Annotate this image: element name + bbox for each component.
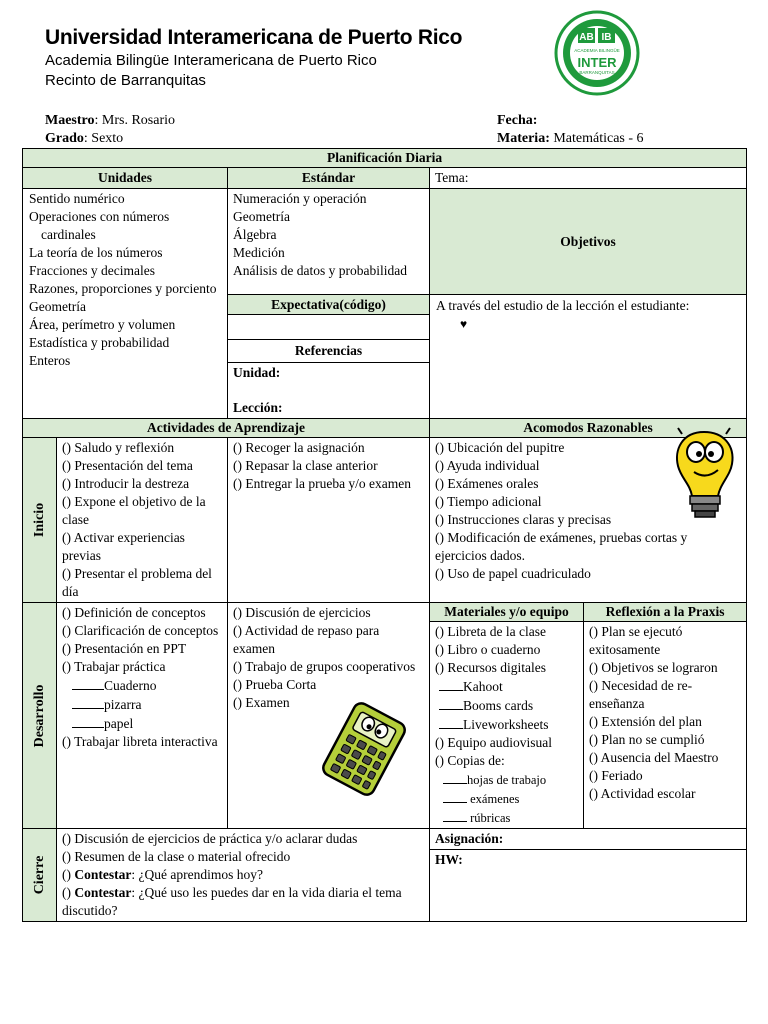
inicio-item[interactable]: () Presentación del tema — [62, 458, 193, 473]
unit-item[interactable]: Operaciones con números cardinales — [29, 209, 170, 242]
unit-label: Unidad: — [233, 365, 281, 380]
unit-item[interactable]: Sentido numérico — [29, 191, 125, 206]
reflection-item[interactable]: () Necesidad de re-enseñanza — [589, 678, 693, 711]
date-line: Fecha: — [497, 113, 538, 128]
desarrollo-item[interactable]: () Examen — [233, 695, 290, 710]
unit-item[interactable]: Geometría — [29, 299, 86, 314]
materials-cell — [430, 603, 584, 829]
expectation-field[interactable] — [228, 315, 430, 340]
copy-option[interactable]: rúbricas — [435, 808, 578, 827]
digital-resource[interactable]: Kahoot — [435, 677, 578, 696]
desarrollo-item[interactable]: () Trabajar práctica — [62, 659, 166, 674]
practice-option[interactable]: papel — [62, 714, 222, 733]
standard-item[interactable]: Geometría — [233, 209, 290, 224]
cierre-item[interactable]: () Discusión de ejercicios de práctica y/o aclarar dudas — [62, 831, 358, 846]
copy-option[interactable]: hojas de trabajo — [435, 770, 578, 789]
grade-line: Grado: Sexto — [45, 131, 124, 146]
material-item[interactable]: () Recursos digitales — [435, 660, 546, 675]
cierre-cell — [57, 829, 430, 922]
references-cell[interactable] — [228, 363, 430, 419]
accommodations-cell — [430, 438, 747, 603]
standard-item[interactable]: Álgebra — [233, 227, 277, 242]
reflection-cell — [584, 603, 747, 829]
desarrollo-item[interactable]: () Discusión de ejercicios — [233, 605, 371, 620]
inicio-item[interactable]: () Presentar el problema del día — [62, 566, 212, 599]
desarrollo-item[interactable]: () Prueba Corta — [233, 677, 317, 692]
unit-item[interactable]: Estadística y probabilidad — [29, 335, 170, 350]
accommodations-header: Acomodos Razonables — [430, 419, 747, 438]
units-header: Unidades — [23, 168, 228, 189]
materials-header: Materiales y/o equipo — [430, 603, 583, 622]
inicio-item[interactable]: () Saludo y reflexión — [62, 440, 175, 455]
desarrollo-item[interactable]: () Presentación en PPT — [62, 641, 187, 656]
reflection-item[interactable]: () Objetivos se lograron — [589, 660, 718, 675]
reflection-item[interactable]: () Extensión del plan — [589, 714, 702, 729]
reflection-item[interactable]: () Plan no se cumplió — [589, 732, 705, 747]
university-title: Universidad Interamericana de Puerto Rico — [45, 26, 463, 49]
logo-sub: BARRANQUITAS — [579, 70, 615, 75]
plan-title: Planificación Diaria — [23, 149, 747, 168]
inicio-item[interactable]: () Expone el objetivo de la clase — [62, 494, 206, 527]
standards-list — [228, 189, 430, 295]
accommodation-item[interactable]: () Uso de papel cuadriculado — [435, 566, 591, 581]
inicio-item[interactable]: () Introducir la destreza — [62, 476, 190, 491]
standard-item[interactable]: Numeración y operación — [233, 191, 367, 206]
copy-option[interactable]: exámenes — [435, 789, 578, 808]
reflection-item[interactable]: () Feriado — [589, 768, 643, 783]
cierre-item[interactable]: () Contestar: ¿Qué aprendimos hoy? — [62, 867, 263, 882]
accommodation-item[interactable]: () Tiempo adicional — [435, 494, 542, 509]
inicio-item[interactable]: () Entregar la prueba y/o examen — [233, 476, 412, 491]
inicio-item[interactable]: () Activar experiencias previas — [62, 530, 185, 563]
assignment-header: Asignación: — [430, 829, 746, 850]
accommodation-item[interactable]: () Modificación de exámenes, pruebas cortas y ejercicios dados. — [435, 530, 688, 563]
references-header: Referencias — [228, 340, 430, 363]
accommodation-item[interactable]: () Exámenes orales — [435, 476, 539, 491]
accommodation-item[interactable]: () Ayuda individual — [435, 458, 540, 473]
teacher-line: Maestro: Mrs. Rosario — [45, 113, 175, 128]
tema-field[interactable]: Tema: — [430, 168, 747, 189]
expectation-header: Expectativa(código) — [228, 295, 430, 315]
standard-item[interactable]: Análisis de datos y probabilidad — [233, 263, 407, 278]
unit-item[interactable]: Área, perímetro y volumen — [29, 317, 176, 332]
reflection-item[interactable]: () Ausencia del Maestro — [589, 750, 719, 765]
lesson-plan-table — [22, 148, 747, 922]
accommodation-item[interactable]: () Instrucciones claras y precisas — [435, 512, 612, 527]
heart-icon: ♥ — [460, 317, 468, 331]
objectives-cell[interactable] — [430, 295, 747, 419]
subject-line: Materia: Matemáticas - 6 — [497, 131, 644, 146]
accommodation-item[interactable]: () Ubicación del pupitre — [435, 440, 565, 455]
desarrollo-col2 — [228, 603, 430, 829]
logo-ab: AB — [579, 32, 594, 43]
desarrollo-item[interactable]: () Clarificación de conceptos — [62, 623, 219, 638]
material-item[interactable]: () Equipo audiovisual — [435, 735, 552, 750]
unit-item[interactable]: Fracciones y decimales — [29, 263, 155, 278]
practice-option[interactable]: pizarra — [62, 695, 222, 714]
unit-item[interactable]: Enteros — [29, 353, 71, 368]
practice-option[interactable]: Cuaderno — [62, 676, 222, 695]
material-item[interactable]: () Copias de: — [435, 753, 505, 768]
inter-logo — [554, 10, 640, 96]
assignment-cell[interactable] — [430, 829, 747, 922]
unit-item[interactable]: La teoría de los números — [29, 245, 163, 260]
desarrollo-item[interactable]: () Trabajo de grupos cooperativos — [233, 659, 416, 674]
inicio-col2 — [228, 438, 430, 603]
desarrollo-item[interactable]: () Actividad de repaso para examen — [233, 623, 380, 656]
objectives-header: Objetivos — [430, 189, 747, 295]
inicio-label: Inicio — [23, 438, 57, 603]
unit-item[interactable]: Razones, proporciones y porciento — [29, 281, 217, 296]
material-item[interactable]: () Libreta de la clase — [435, 624, 546, 639]
desarrollo-col1 — [57, 603, 228, 829]
activities-header: Actividades de Aprendizaje — [23, 419, 430, 438]
standard-header: Estándar — [228, 168, 430, 189]
desarrollo-item[interactable]: () Trabajar libreta interactiva — [62, 734, 218, 749]
objectives-text: A través del estudio de la lección el estudiante: — [436, 298, 690, 313]
digital-resource[interactable]: Liveworksheets — [435, 715, 578, 734]
lesson-label: Lección: — [233, 400, 283, 415]
logo-ib: IB — [601, 32, 612, 43]
inicio-item[interactable]: () Repasar la clase anterior — [233, 458, 378, 473]
reflection-item[interactable]: () Plan se ejecutó exitosamente — [589, 624, 683, 657]
material-item[interactable]: () Libro o cuaderno — [435, 642, 541, 657]
inicio-col1 — [57, 438, 228, 603]
desarrollo-label: Desarrollo — [23, 603, 57, 829]
digital-resource[interactable]: Booms cards — [435, 696, 578, 715]
cierre-item[interactable]: () Resumen de la clase o material ofrecido — [62, 849, 291, 864]
reflection-header: Reflexión a la Praxis — [584, 603, 746, 622]
standard-item[interactable]: Medición — [233, 245, 285, 260]
logo-word: INTER — [577, 55, 617, 70]
campus-name: Recinto de Barranquitas — [45, 72, 206, 89]
logo-ring: ACADEMIA BILINGÜE — [574, 48, 620, 53]
desarrollo-item[interactable]: () Definición de conceptos — [62, 605, 206, 620]
hw-label: HW: — [435, 852, 463, 867]
reflection-item[interactable]: () Actividad escolar — [589, 786, 696, 801]
cierre-label: Cierre — [23, 829, 57, 922]
academy-name: Academia Bilingüe Interamericana de Puerto Rico — [45, 52, 377, 69]
calculator-icon — [316, 701, 412, 797]
lightbulb-icon — [668, 426, 740, 526]
inicio-item[interactable]: () Recoger la asignación — [233, 440, 365, 455]
cierre-item[interactable]: () Contestar: ¿Qué uso les puedes dar en la vida diaria el tema discutido? — [62, 885, 402, 918]
units-list — [23, 189, 228, 419]
